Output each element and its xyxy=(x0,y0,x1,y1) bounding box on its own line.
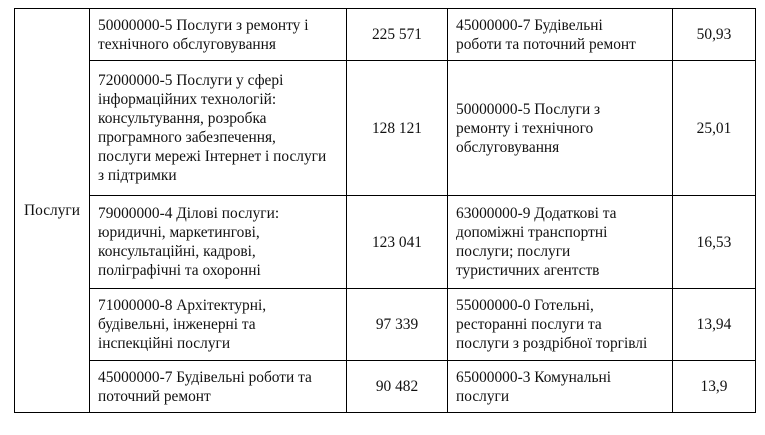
share-cell xyxy=(673,289,756,361)
amount-value: 225 571 xyxy=(371,26,423,43)
share-cell xyxy=(673,196,756,289)
service-description: 71000000-8 Архітектурні, будівельні, інженерні та інспекційні послуги xyxy=(98,297,267,352)
amount-cell xyxy=(347,289,448,361)
share-cell xyxy=(673,361,756,413)
service-cell xyxy=(90,289,347,361)
amount-cell xyxy=(347,196,448,289)
service-cell xyxy=(90,61,347,196)
amount-cell xyxy=(347,61,448,196)
share-value: 13,94 xyxy=(696,316,732,333)
amount-cell xyxy=(347,361,448,413)
service-description: 72000000-5 Послуги у сфері інформаційних технологій: консультування, розробка програмного забезпечення, послуги мережі Інтернет і послуги з підтримки xyxy=(98,72,327,184)
share-value: 13,9 xyxy=(700,378,728,395)
related-cell xyxy=(448,9,673,61)
service-description: 45000000-7 Будівельні роботи та поточний ремонт xyxy=(98,368,312,405)
related-description: 63000000-9 Додаткові та допоміжні транспортні послуги; послуги туристичних агентств xyxy=(456,205,617,279)
service-cell xyxy=(90,361,347,413)
category-cell xyxy=(15,9,90,413)
service-cell xyxy=(90,9,347,61)
amount-value: 123 041 xyxy=(371,233,423,251)
related-description: 50000000-5 Послуги з ремонту і технічного обслуговування xyxy=(456,100,601,156)
related-cell xyxy=(448,196,673,289)
related-description: 65000000-3 Комунальні послуги xyxy=(456,368,611,405)
amount-value: 128 121 xyxy=(371,119,423,137)
service-description: 79000000-4 Ділові послуги: юридичні, маркетингові, консультаційні, кадрові, поліграфічні та охоронні xyxy=(98,205,280,279)
service-description: 50000000-5 Послуги з ремонту і технічного обслуговування xyxy=(98,16,309,53)
table-row xyxy=(15,61,756,196)
related-cell xyxy=(448,61,673,196)
category-label: Послуги xyxy=(24,202,80,219)
table-row xyxy=(15,9,756,61)
share-cell xyxy=(673,61,756,196)
service-cell xyxy=(90,196,347,289)
amount-cell xyxy=(347,9,448,61)
table-row xyxy=(15,196,756,289)
services-table xyxy=(14,8,756,413)
share-cell xyxy=(673,9,756,61)
related-description: 55000000-0 Готельні, ресторанні послуги та послуги з роздрібної торгівлі xyxy=(456,297,648,352)
share-value: 25,01 xyxy=(696,119,732,137)
related-cell xyxy=(448,289,673,361)
share-value: 16,53 xyxy=(696,233,732,251)
share-value: 50,93 xyxy=(696,26,732,43)
related-description: 45000000-7 Будівельні роботи та поточний ремонт xyxy=(456,16,636,53)
table-row xyxy=(15,361,756,413)
amount-value: 97 339 xyxy=(375,316,419,333)
related-cell xyxy=(448,361,673,413)
table-row xyxy=(15,289,756,361)
amount-value: 90 482 xyxy=(375,378,419,395)
